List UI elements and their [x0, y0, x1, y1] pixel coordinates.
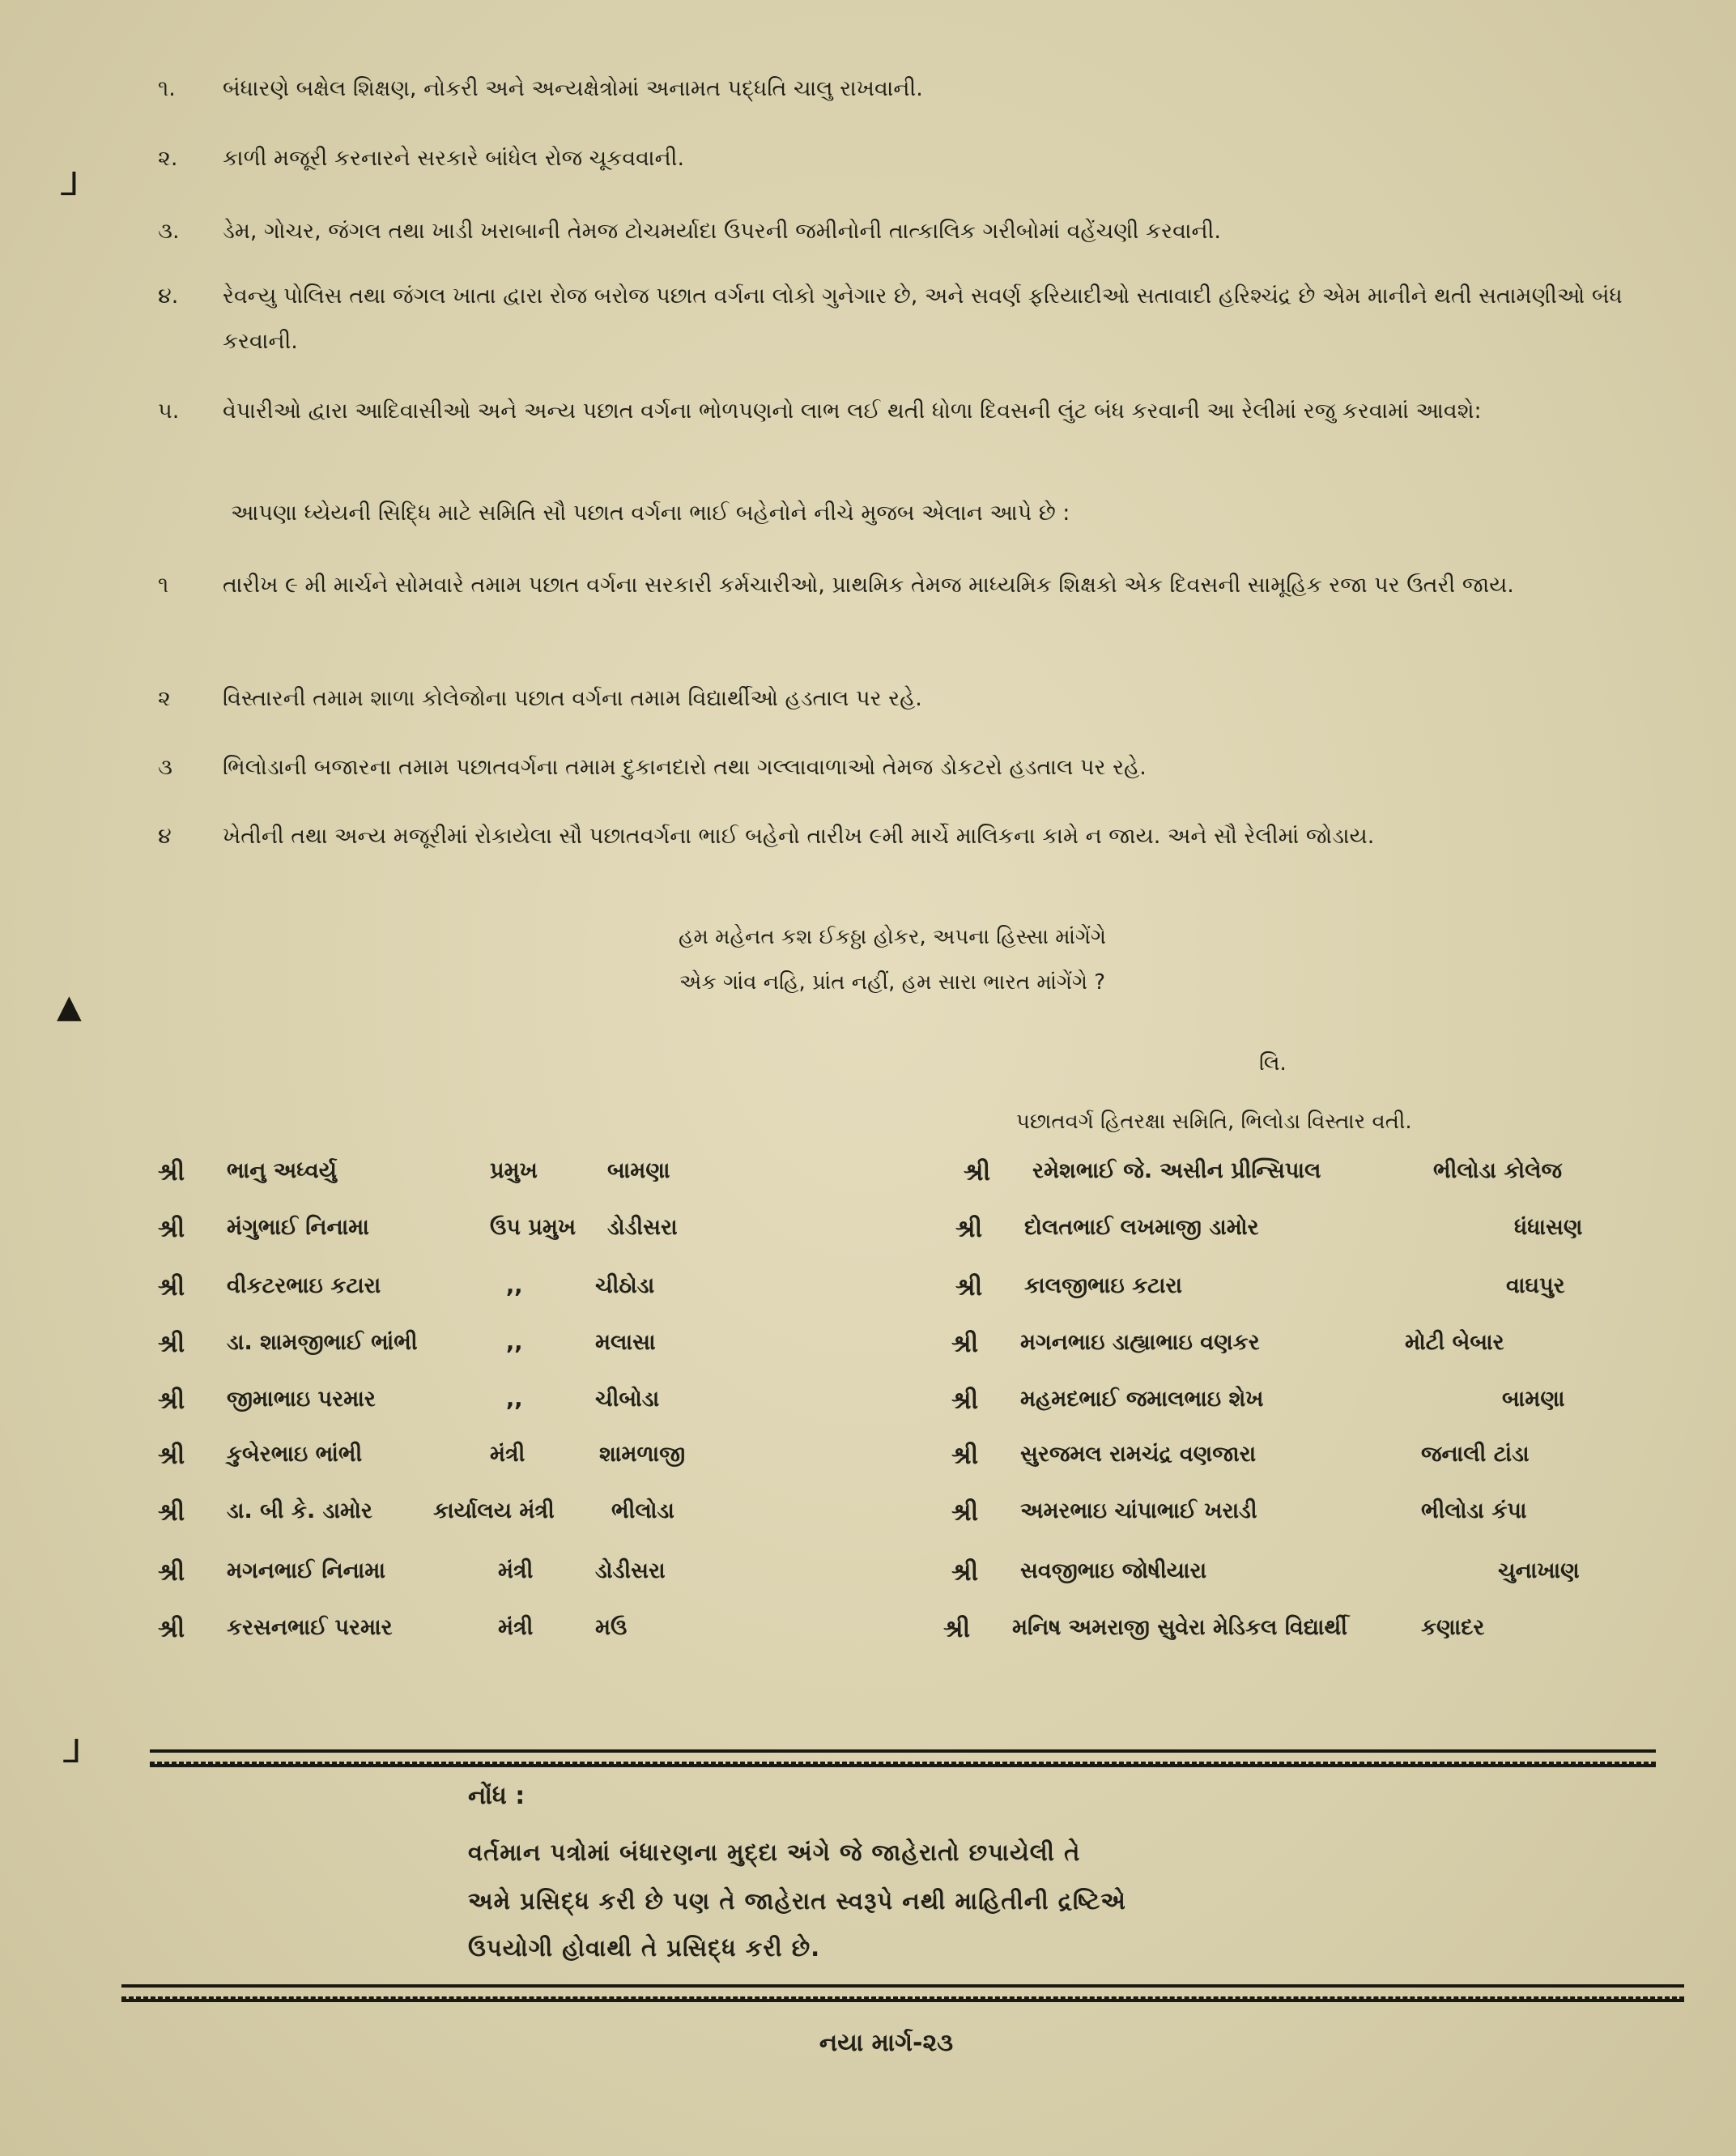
signatory-name: ડા. શામજીભાઈ ભાંભી [227, 1330, 418, 1355]
item-number: ૪ [158, 824, 172, 849]
signatory-place: ચીઠોડા [595, 1273, 655, 1298]
item-text: વેપારીઓ દ્વારા આદિવાસીઓ અને અન્ય પછાત વર્ગના ભોળપણનો લાભ લઈ થતી ધોળા દિવસની લુંટ બંધ કરવાની આ રેલીમાં રજુ કરવામાં આવશે: [223, 398, 1482, 424]
signatory-place: બામણા [1502, 1387, 1565, 1412]
signatory-left [158, 1158, 887, 1191]
signatory-right [951, 1498, 1676, 1531]
title-shri: શ્રી [951, 1498, 979, 1527]
signatory-place: મઉ [595, 1615, 628, 1640]
signatory-place: ડોડીસરા [607, 1215, 678, 1240]
item-text: તારીખ ૯ મી માર્ચને સોમવારે તમામ પછાત વર્ગના સરકારી કર્મચારીઓ, પ્રાથમિક તેમજ માધ્યમિક શિક્ષકો એક દિવસની સામૂહિક રજા પર ઉતરી જાય. [223, 573, 1514, 598]
signatory-role: ,, [506, 1273, 523, 1298]
title-shri: શ્રી [158, 1558, 185, 1587]
signatory-name: અમરભાઇ ચાંપાભાઈ ખરાડી [1020, 1498, 1257, 1523]
item-text: વિસ્તારની તમામ શાળા કોલેજોના પછાત વર્ગના તમામ વિદ્યાર્થીઓ હડતાલ પર રહે. [223, 686, 922, 711]
signatory-name: સવજીભાઇ જોષીયારા [1020, 1558, 1207, 1583]
signatory-place: શામળાજી [599, 1442, 686, 1467]
note-line: ઉપયોગી હોવાથી તે પ્રસિદ્ધ કરી છે. [468, 1934, 821, 1962]
signatory-place: ધંધાસણ [1514, 1215, 1583, 1240]
verse-line: એક ગાંવ નહિ, પ્રાંત નહીં, હમ સારા ભારત માંગેંગે ? [679, 970, 1106, 995]
item-number: ૫. [158, 398, 180, 424]
signatory-role: ,, [506, 1330, 523, 1355]
note-line: અમે પ્રસિદ્ધ કરી છે પણ તે જાહેરાત સ્વરૂપે નથી માહિતીની દ્રષ્ટિએ [468, 1887, 1126, 1915]
signatory-place: વાઘપુર [1506, 1273, 1565, 1298]
signatory-name: મગનભાઈ નિનામા [227, 1558, 385, 1583]
signatory-place: કણાદર [1421, 1615, 1485, 1640]
signatory-role: કાર્યાલય મંત્રી [433, 1498, 555, 1523]
signatory-right [955, 1215, 1676, 1247]
title-shri: શ્રી [951, 1442, 979, 1470]
verse-line: હમ મહેનત કશ ઈકઠ્ઠા હોકર, અપના હિસ્સા માંગેંગે [679, 925, 1106, 949]
appeal-intro: આપણા ધ્યેયની સિદ્ધિ માટે સમિતિ સૌ પછાત વર્ગના ભાઈ બહેનોને નીચે મુજબ એલાન આપે છે : [231, 501, 1070, 526]
signatory-right [943, 1615, 1676, 1647]
item-number: ૧ [158, 573, 169, 598]
ornamental-divider [150, 1749, 1656, 1767]
item-text: બંધારણે બક્ષેલ શિક્ષણ, નોકરી અને અન્યક્ષેત્રોમાં અનામત પદ્ધતિ ચાલુ રાખવાની. [223, 76, 923, 101]
signatory-place: ચુનાખાણ [1498, 1558, 1580, 1583]
signatory-place: ચીબોડા [595, 1387, 660, 1412]
signatory-left [158, 1387, 887, 1419]
signatory-left [158, 1273, 887, 1306]
item-text: ડેમ, ગોચર, જંગલ તથા ખાડી ખરાબાની તેમજ ટોચમર્યાદા ઉપરની જમીનોની તાત્કાલિક ગરીબોમાં વહેંચણી કરવાની. [223, 219, 1221, 244]
signatory-right [964, 1158, 1676, 1191]
signoff-label: લિ. [1259, 1051, 1287, 1076]
title-shri: શ્રી [158, 1387, 185, 1415]
item-number: ૩. [158, 219, 180, 244]
signatory-place: બામણા [607, 1158, 670, 1183]
item-text: રેવન્યુ પોલિસ તથા જંગલ ખાતા દ્વારા રોજ બરોજ પછાત વર્ગના લોકો ગુનેગાર છે, અને સવર્ણ ફરિયાદીઓ સતાવાદી હરિશ્ચંદ્ર છે એમ માનીને થતી સતામણીઓ બંધ કરવાની. [223, 283, 1623, 354]
punch-mark-icon: ⅃ [61, 166, 79, 203]
signatory-name: કુબેરભાઇ ભાંભી [227, 1442, 363, 1467]
title-shri: શ્રી [158, 1215, 185, 1243]
signatory-name: ભાનુ અધ્વર્યુ [227, 1158, 337, 1183]
signatory-role: મંત્રી [498, 1615, 534, 1640]
signatory-left [158, 1498, 887, 1531]
signatory-right [951, 1330, 1676, 1362]
organization-name: પછાતવર્ગ હિતરક્ષા સમિતિ, ભિલોડા વિસ્તાર વતી. [1016, 1110, 1412, 1134]
page-footer: નયા માર્ગ-૨૩ [819, 2029, 954, 2057]
signatory-name: સુરજમલ રામચંદ્ર વણજારા [1020, 1442, 1257, 1467]
ornamental-divider [121, 1984, 1684, 2002]
signatory-place: મલાસા [595, 1330, 656, 1355]
punch-mark-icon: ▲ [57, 988, 82, 1025]
signatory-name: વીકટરભાઇ કટારા [227, 1273, 381, 1298]
item-text: ભિલોડાની બજારના તમામ પછાતવર્ગના તમામ દુકાનદારો તથા ગલ્લાવાળાઓ તેમજ ડોકટરો હડતાલ પર રહે. [223, 755, 1147, 780]
signatory-place: ડોડીસરા [595, 1558, 666, 1583]
title-shri: શ્રી [955, 1273, 983, 1302]
signatory-role: ઉપ પ્રમુખ [490, 1215, 577, 1240]
signatory-name: ડા. બી કે. ડામોર [227, 1498, 372, 1523]
item-text: કાળી મજૂરી કરનારને સરકારે બાંધેલ રોજ ચૂકવવાની. [223, 146, 685, 171]
signatory-right [955, 1273, 1676, 1306]
signatory-place: જનાલી ટાંડા [1421, 1442, 1530, 1467]
signatory-left [158, 1330, 887, 1362]
title-shri: શ્રી [951, 1387, 979, 1415]
title-shri: શ્રી [158, 1158, 185, 1187]
item-number: ૩ [158, 755, 172, 780]
signatory-name: દોલતભાઈ લખમાજી ડામોર [1024, 1215, 1259, 1240]
signatory-right [951, 1387, 1676, 1419]
signatory-name: મંગુભાઈ નિનામા [227, 1215, 369, 1240]
signatory-place: મોટી બેબાર [1405, 1330, 1504, 1355]
title-shri: શ્રી [951, 1558, 979, 1587]
signatory-name: મગનભાઇ ડાહ્યાભાઇ વણકર [1020, 1330, 1260, 1355]
signatory-right [951, 1558, 1676, 1591]
signatory-left [158, 1442, 887, 1474]
signatory-role: પ્રમુખ [490, 1158, 538, 1183]
signatory-place: ભીલોડા [611, 1498, 674, 1523]
signatory-role: ,, [506, 1387, 523, 1412]
item-number: ૨. [158, 146, 178, 171]
signatory-name: કરસનભાઈ પરમાર [227, 1615, 393, 1640]
title-shri: શ્રી [158, 1615, 185, 1643]
title-shri: શ્રી [955, 1215, 983, 1243]
signatory-name: રમેશભાઈ જે. અસીન પ્રીન્સિપાલ [1032, 1158, 1321, 1183]
punch-mark-icon: ⅃ [63, 1733, 82, 1770]
title-shri: શ્રી [951, 1330, 979, 1358]
signatory-name: મહમદભાઈ જમાલભાઇ શેખ [1020, 1387, 1264, 1412]
signatory-name: મનિષ અમરાજી સુવેરા મેડિકલ વિદ્યાર્થી [1012, 1615, 1347, 1640]
signatory-right [951, 1442, 1676, 1474]
signatory-place: ભીલોડા કોલેજ [1433, 1158, 1563, 1183]
title-shri: શ્રી [943, 1615, 971, 1643]
title-shri: શ્રી [964, 1158, 991, 1187]
signatory-name: કાલજીભાઇ કટારા [1024, 1273, 1183, 1298]
note-line: વર્તમાન પત્રોમાં બંધારણના મુદ્દા અંગે જે જાહેરાતો છપાયેલી તે [468, 1839, 1081, 1866]
item-number: ૨ [158, 686, 171, 711]
title-shri: શ્રી [158, 1273, 185, 1302]
signatory-role: મંત્રી [498, 1558, 534, 1583]
signatory-name: જીમાભાઇ પરમાર [227, 1387, 376, 1412]
title-shri: શ્રી [158, 1442, 185, 1470]
signatory-role: મંત્રી [490, 1442, 525, 1467]
title-shri: શ્રી [158, 1330, 185, 1358]
signatory-place: ભીલોડા કંપા [1421, 1498, 1527, 1523]
item-number: ૪. [158, 283, 179, 309]
title-shri: શ્રી [158, 1498, 185, 1527]
signatory-left [158, 1215, 887, 1247]
signatory-left [158, 1615, 887, 1647]
item-text: ખેતીની તથા અન્ય મજૂરીમાં રોકાયેલા સૌ પછાતવર્ગના ભાઈ બહેનો તારીખ ૯મી માર્ચે માલિકના કામે ન જાય. અને સૌ રેલીમાં જોડાય. [223, 824, 1375, 849]
note-heading: નોંધ : [468, 1782, 525, 1810]
item-number: ૧. [158, 76, 176, 101]
signatory-left [158, 1558, 887, 1591]
